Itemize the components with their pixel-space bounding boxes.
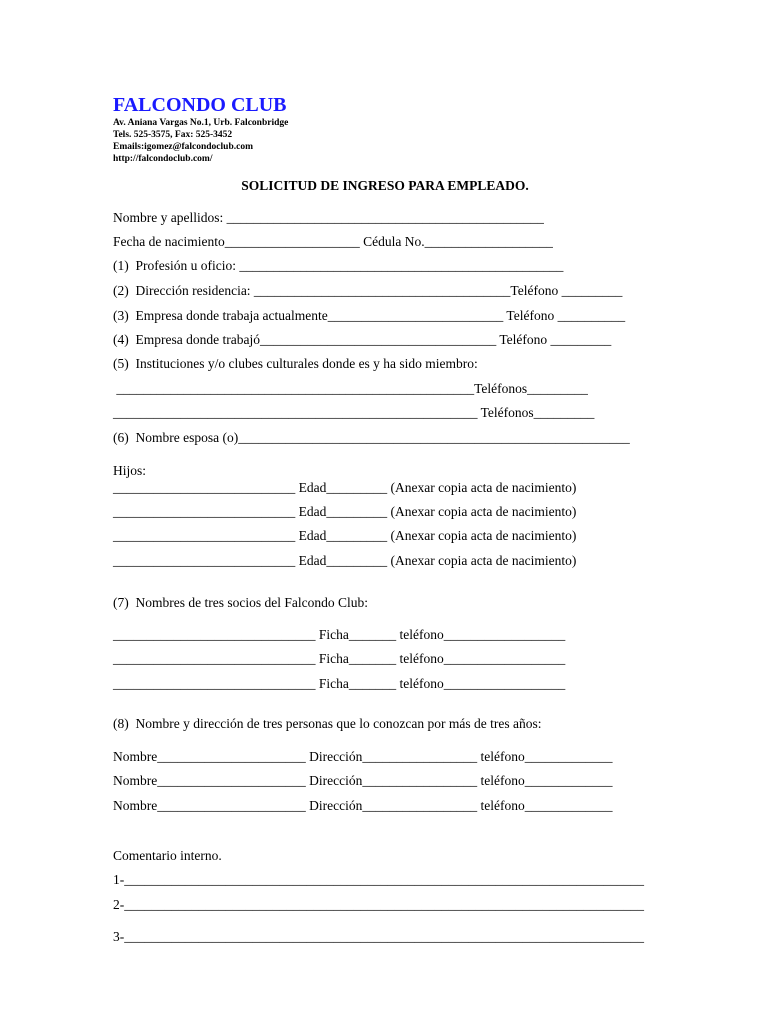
field-institucion-1: _____________________________________________________Teléfonos_________	[113, 381, 588, 396]
field-nombre-apellidos: Nombre y apellidos: _______________________________________________	[113, 210, 544, 225]
field-persona-3: Nombre______________________ Dirección_________________ teléfono_____________	[113, 798, 613, 813]
section-instituciones: (5) Instituciones y/o clubes culturales donde es y ha sido miembro:	[113, 356, 478, 371]
field-empresa-anterior: (4) Empresa donde trabajó___________________________________ Teléfono _________	[113, 332, 612, 347]
field-institucion-2: ______________________________________________________ Teléfonos_________	[113, 405, 595, 420]
club-email: Emails:igomez@falcondoclub.com	[113, 142, 253, 152]
club-address: Av. Aniana Vargas No.1, Urb. Falconbridge	[113, 118, 289, 128]
field-persona-1: Nombre______________________ Dirección_________________ teléfono_____________	[113, 749, 613, 764]
field-direccion: (2) Dirección residencia: ______________________________________Teléfono _________	[113, 283, 623, 298]
field-hijo-4: ___________________________ Edad_________ (Anexar copia acta de nacimiento)	[113, 553, 577, 568]
field-empresa-actual: (3) Empresa donde trabaja actualmente__________________________ Teléfono __________	[113, 308, 626, 323]
field-esposa: (6) Nombre esposa (o)__________________________________________________________	[113, 430, 630, 445]
club-title: FALCONDO CLUB	[113, 94, 287, 116]
field-persona-2: Nombre______________________ Dirección_________________ teléfono_____________	[113, 773, 613, 788]
club-phones: Tels. 525-3575, Fax: 525-3452	[113, 130, 233, 140]
field-socio-3: ______________________________ Ficha_______ teléfono__________________	[113, 676, 566, 691]
section-socios: (7) Nombres de tres socios del Falcondo Club:	[113, 595, 368, 610]
field-hijo-1: ___________________________ Edad_________ (Anexar copia acta de nacimiento)	[113, 480, 577, 495]
field-comentario-1: 1-_____________________________________________________________________________	[113, 872, 644, 887]
field-hijo-3: ___________________________ Edad_________ (Anexar copia acta de nacimiento)	[113, 528, 577, 543]
field-socio-2: ______________________________ Ficha_______ teléfono__________________	[113, 651, 566, 666]
section-hijos: Hijos:	[113, 463, 147, 478]
section-personas: (8) Nombre y dirección de tres personas que lo conozcan por más de tres años:	[113, 716, 542, 731]
field-profesion: (1) Profesión u oficio: ________________________________________________	[113, 258, 564, 273]
club-website: http://falcondoclub.com/	[113, 154, 213, 164]
field-comentario-3: 3-_____________________________________________________________________________	[113, 929, 644, 944]
field-hijo-2: ___________________________ Edad_________ (Anexar copia acta de nacimiento)	[113, 504, 577, 519]
form-heading: SOLICITUD DE INGRESO PARA EMPLEADO.	[241, 178, 529, 193]
field-comentario-2: 2-_____________________________________________________________________________	[113, 897, 644, 912]
section-comentario: Comentario interno.	[113, 848, 222, 863]
field-socio-1: ______________________________ Ficha_______ teléfono__________________	[113, 627, 566, 642]
field-fecha-cedula: Fecha de nacimiento____________________ Cédula No.___________________	[113, 234, 553, 249]
